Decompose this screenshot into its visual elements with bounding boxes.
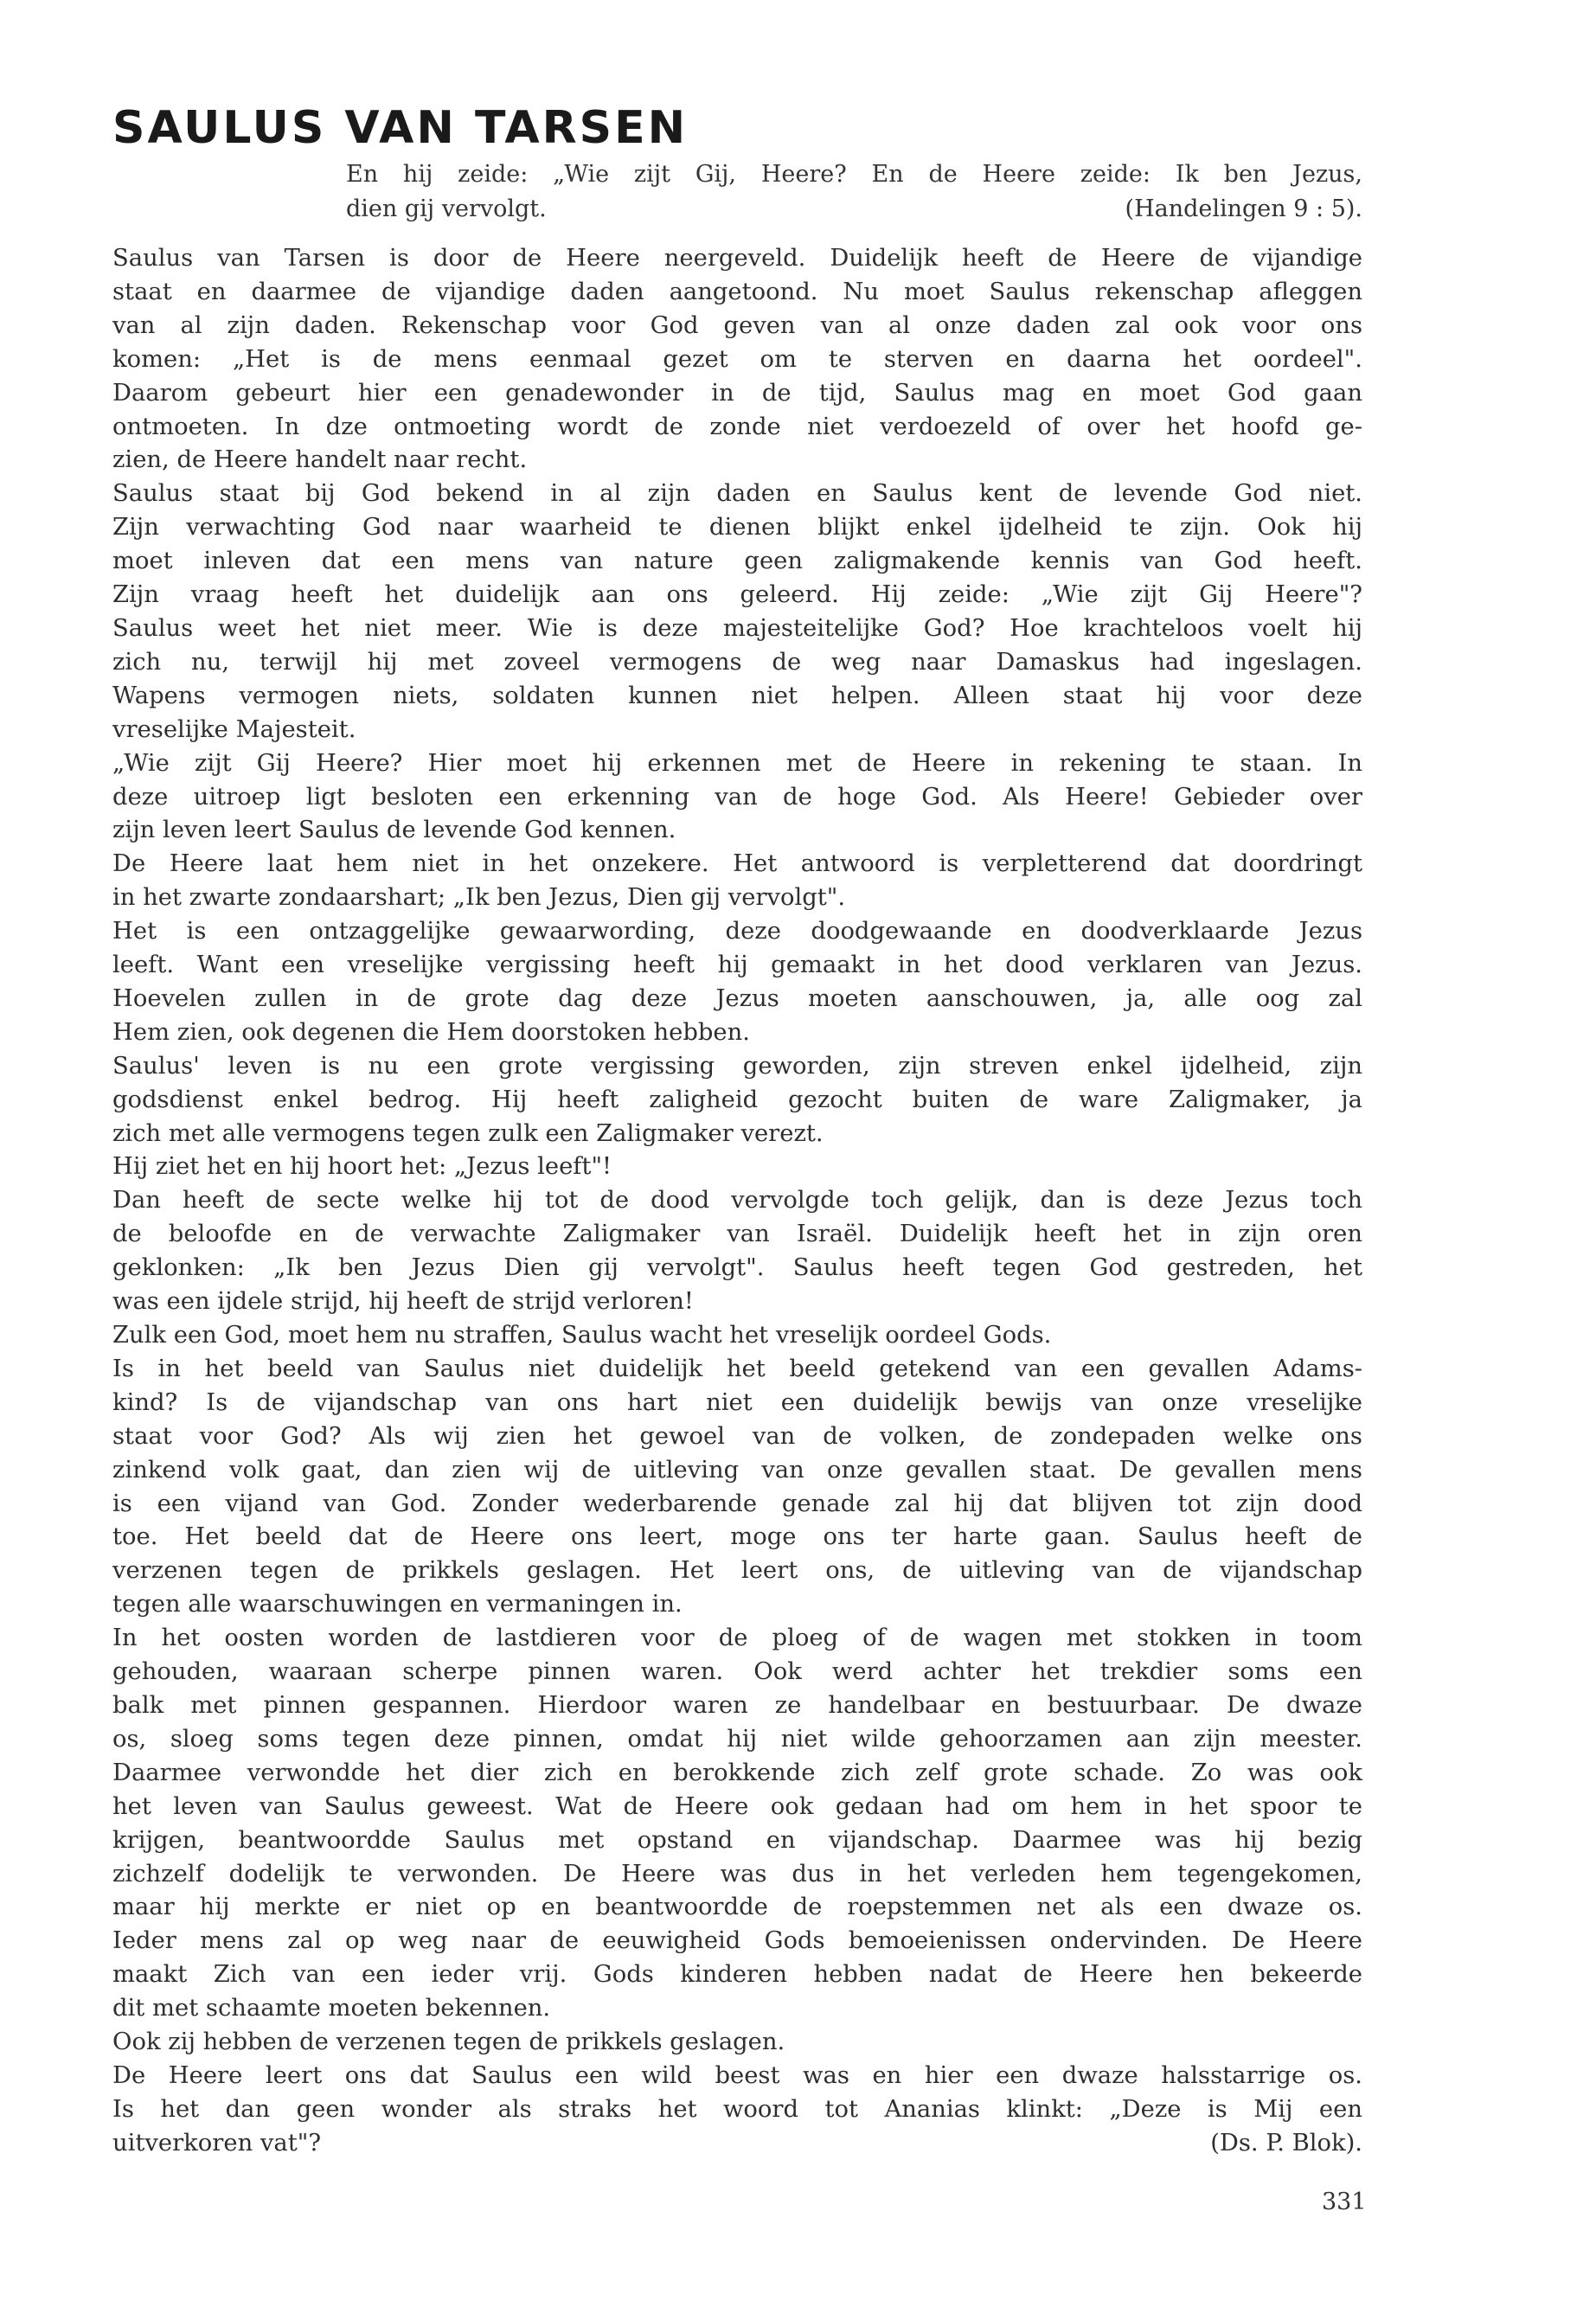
body-line: tegen alle waarschuwingen en vermaningen in.	[112, 1591, 683, 1618]
body-line: gehouden, waaraan scherpe pinnen waren. Ook werd achter het trekdier soms een	[112, 1658, 1362, 1686]
body-line: geklonken: „Ik ben Jezus Dien gij vervolgt". Saulus heeft tegen God gestreden, het	[112, 1254, 1362, 1282]
body-line: komen: „Het is de mens eenmaal gezet om te sterven en daarna het oordeel".	[112, 345, 1362, 373]
body-line: zinkend volk gaat, dan zien wij de uitleving van onze gevallen staat. De gevallen mens	[112, 1456, 1362, 1484]
article-body	[112, 242, 1362, 2161]
body-line: was een ijdele strijd, hij heeft de strijd verloren!	[112, 1288, 694, 1316]
body-line: Is het dan geen wonder als straks het woord tot Ananias klinkt: „Deze is Mij een	[112, 2095, 1362, 2123]
body-line: maar hij merkte er niet op en beantwoordde de roepstemmen net als een dwaze os.	[112, 1894, 1362, 1921]
closing-line	[112, 2127, 1362, 2161]
body-line: dit met schaamte moeten bekennen.	[112, 1995, 551, 2022]
body-line: De Heere leert ons dat Saulus een wild beest was en hier een dwaze halsstarrige os.	[112, 2061, 1362, 2089]
body-line: leeft. Want een vreselijke vergissing heeft hij gemaakt in het dood verklaren van Jezus.	[112, 952, 1362, 979]
body-line: Hoevelen zullen in de grote dag deze Jezus moeten aanschouwen, ja, alle oog zal	[112, 984, 1362, 1012]
epigraph-line: En hij zeide: „Wie zijt Gij, Heere? En de Heere zeide: Ik ben Jezus,	[346, 161, 1362, 188]
body-line: Zijn vraag heeft het duidelijk aan ons geleerd. Hij zeide: „Wie zijt Gij Heere"?	[112, 581, 1362, 609]
body-line: zijn leven leert Saulus de levende God kennen.	[112, 817, 676, 844]
epigraph-line	[346, 192, 1362, 227]
body-line: Saulus' leven is nu een grote vergissing geworden, zijn streven enkel ijdelheid, zijn	[112, 1052, 1362, 1080]
body-line: zich met alle vermogens tegen zulk een Zaligmaker verezt.	[112, 1119, 824, 1147]
body-line: De Heere laat hem niet in het onzekere. Het antwoord is verpletterend dat doordringt	[112, 850, 1362, 878]
body-line: Zijn verwachting God naar waarheid te dienen blijkt enkel ijdelheid te zijn. Ook hij	[112, 514, 1362, 542]
body-line: Saulus weet het niet meer. Wie is deze majesteitelijke God? Hoe krachteloos voelt hij	[112, 614, 1362, 642]
body-line: toe. Het beeld dat de Heere ons leert, moge ons ter harte gaan. Saulus heeft de	[112, 1523, 1362, 1551]
body-line: staat en daarmee de vijandige daden aangetoond. Nu moet Saulus rekenschap afleggen	[112, 278, 1362, 305]
body-line: kind? Is de vijandschap van ons hart niet een duidelijk bewijs van onze vreselijke	[112, 1388, 1362, 1416]
epigraph-reference: (Handelingen 9 : 5).	[1125, 195, 1362, 222]
body-line: is een vijand van God. Zonder wederbarende genade zal hij dat blijven tot zijn dood	[112, 1490, 1362, 1517]
body-line: zich nu, terwijl hij met zoveel vermogens de weg naar Damaskus had ingeslagen.	[112, 648, 1362, 676]
body-line: staat voor God? Als wij zien het gewoel van de volken, de zondepaden welke ons	[112, 1422, 1362, 1450]
body-line: Saulus van Tarsen is door de Heere neergeveld. Duidelijk heeft de Heere de vijandige	[112, 245, 1362, 272]
body-line: ontmoeten. In dze ontmoeting wordt de zonde niet verdoezeld of over het hoofd ge-	[112, 413, 1362, 440]
body-line: vreselijke Majesteit.	[112, 715, 356, 743]
body-line: balk met pinnen gespannen. Hierdoor waren ze handelbaar en bestuurbaar. De dwaze	[112, 1691, 1362, 1719]
body-line: Daarmee verwondde het dier zich en berokkende zich zelf grote schade. Zo was ook	[112, 1759, 1362, 1786]
body-line: maakt Zich van een ieder vrij. Gods kinderen hebben nadat de Heere hen bekeerde	[112, 1961, 1362, 1989]
body-line: Saulus staat bij God bekend in al zijn daden en Saulus kent de levende God niet.	[112, 480, 1362, 508]
body-line: Hem zien, ook degenen die Hem doorstoken hebben.	[112, 1018, 750, 1046]
body-line: deze uitroep ligt besloten een erkenning van de hoge God. Als Heere! Gebieder over	[112, 783, 1362, 811]
page-number: 331	[1322, 2189, 1367, 2215]
body-line: uitverkoren vat"?	[112, 2129, 322, 2157]
body-line: Wapens vermogen niets, soldaten kunnen niet helpen. Alleen staat hij voor deze	[112, 682, 1362, 709]
body-line: Hij ziet het en hij hoort het: „Jezus leeft"!	[112, 1153, 612, 1181]
body-line: in het zwarte zondaarshart; „Ik ben Jezus, Dien gij vervolgt".	[112, 884, 846, 912]
body-line: godsdienst enkel bedrog. Hij heeft zaligheid gezocht buiten de ware Zaligmaker, ja	[112, 1086, 1362, 1113]
body-line: zien, de Heere handelt naar recht.	[112, 446, 528, 474]
epigraph-text: dien gij vervolgt.	[346, 195, 547, 222]
author-signature: (Ds. P. Blok).	[1210, 2129, 1362, 2157]
epigraph	[346, 157, 1362, 227]
body-line: In het oosten worden de lastdieren voor de ploeg of de wagen met stokken in toom	[112, 1625, 1362, 1652]
body-line: Ieder mens zal op weg naar de eeuwigheid Gods bemoeienissen ondervinden. De Heere	[112, 1927, 1362, 1955]
body-line: de beloofde en de verwachte Zaligmaker van Israël. Duidelijk heeft het in zijn oren	[112, 1221, 1362, 1248]
body-line: Daarom gebeurt hier een genadewonder in de tijd, Saulus mag en moet God gaan	[112, 379, 1362, 407]
body-line: Dan heeft de secte welke hij tot de dood vervolgde toch gelijk, dan is deze Jezus toch	[112, 1187, 1362, 1215]
body-line: os, sloeg soms tegen deze pinnen, omdat hij niet wilde gehoorzamen aan zijn meester.	[112, 1725, 1362, 1753]
body-line: van al zijn daden. Rekenschap voor God geven van al onze daden zal ook voor ons	[112, 311, 1362, 339]
body-line: „Wie zijt Gij Heere? Hier moet hij erkennen met de Heere in rekening te staan. In	[112, 749, 1362, 777]
body-line: zichzelf dodelijk te verwonden. De Heere was dus in het verleden hem tegengekomen,	[112, 1860, 1362, 1888]
body-line: Is in het beeld van Saulus niet duidelijk het beeld getekend van een gevallen Adams-	[112, 1355, 1362, 1382]
body-line: Ook zij hebben de verzenen tegen de prikkels geslagen.	[112, 2029, 785, 2056]
body-line: krijgen, beantwoordde Saulus met opstand en vijandschap. Daarmee was hij bezig	[112, 1826, 1362, 1854]
body-line: Het is een ontzaggelijke gewaarwording, deze doodgewaande en doodverklaarde Jezus	[112, 918, 1362, 945]
body-line: Zulk een God, moet hem nu straffen, Saulus wacht het vreselijk oordeel Gods.	[112, 1322, 1052, 1349]
article-title: SAULUS VAN TARSEN	[112, 102, 689, 154]
body-line: verzenen tegen de prikkels geslagen. Het leert ons, de uitleving van de vijandschap	[112, 1557, 1362, 1585]
body-line: moet inleven dat een mens van nature geen zaligmakende kennis van God heeft.	[112, 548, 1362, 575]
body-line: het leven van Saulus geweest. Wat de Heere ook gedaan had om hem in het spoor te	[112, 1792, 1362, 1820]
